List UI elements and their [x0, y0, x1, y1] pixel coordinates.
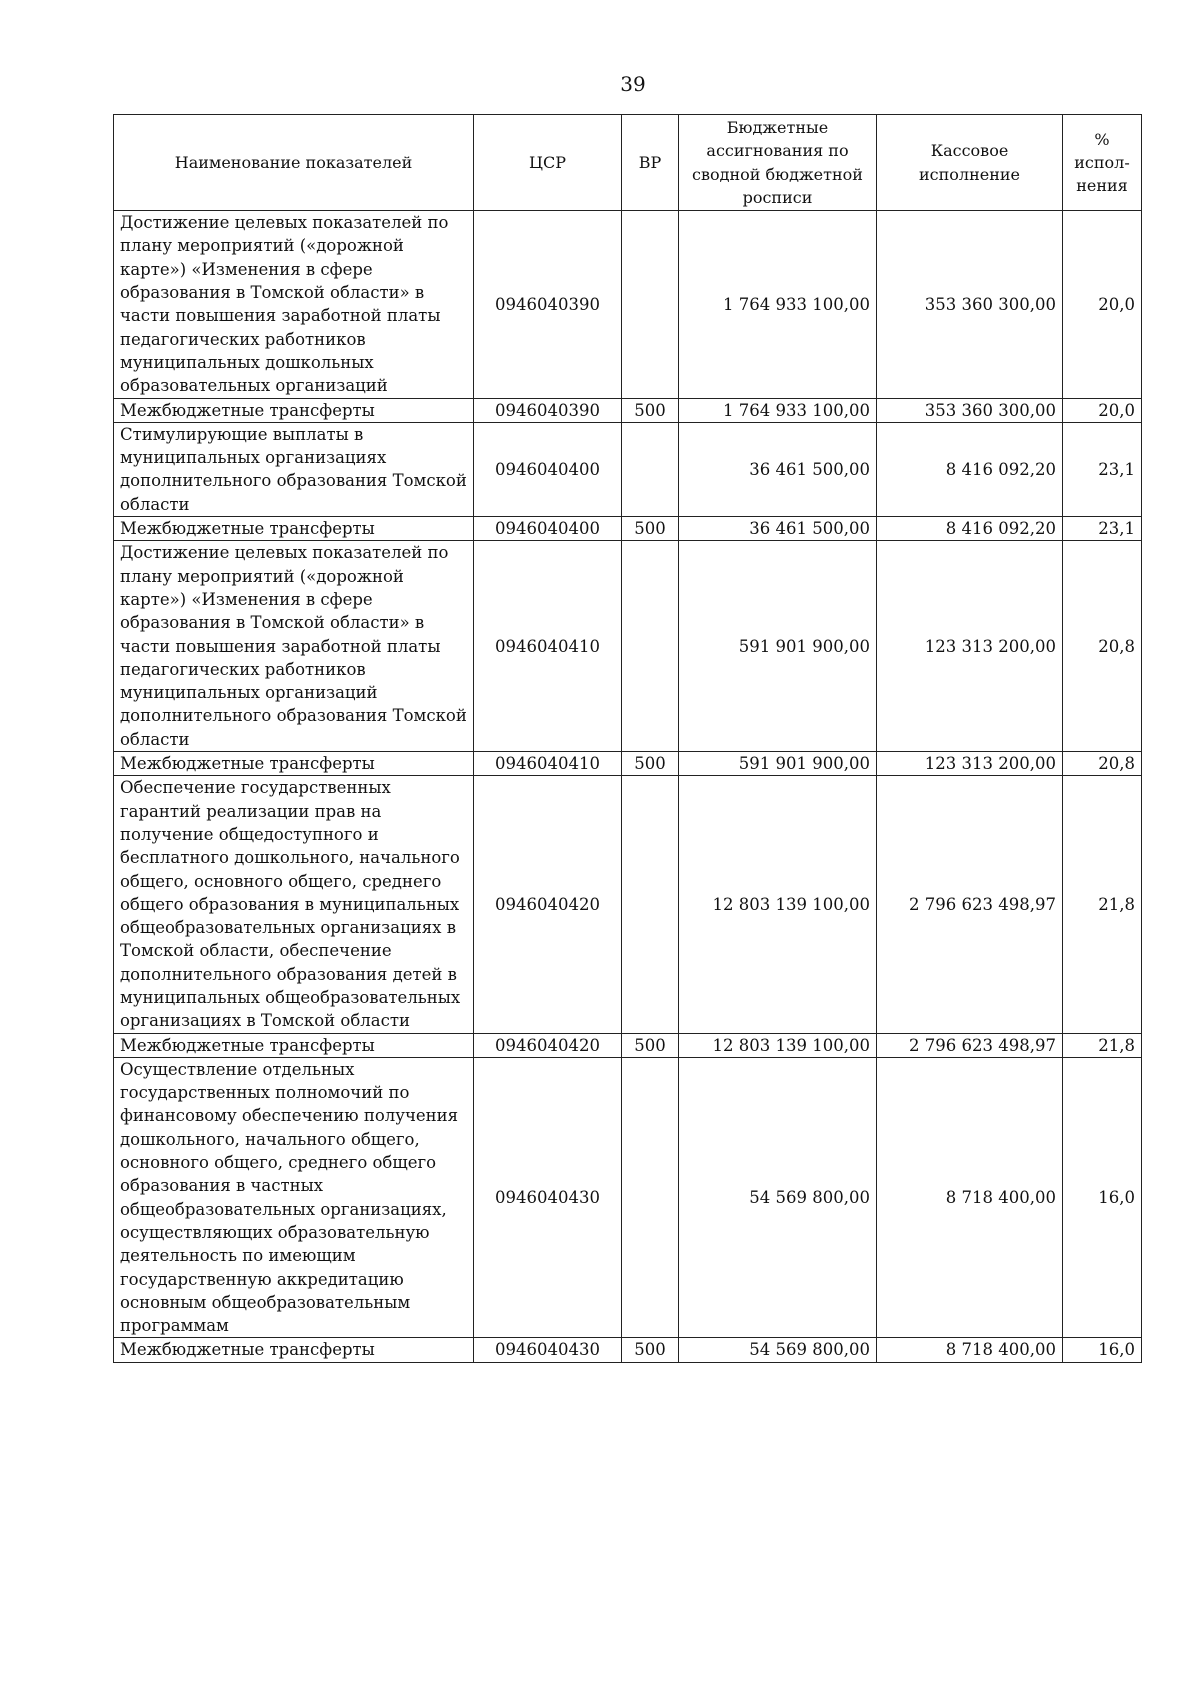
row-vr	[622, 1057, 679, 1338]
row-name: Стимулирующие выплаты в муниципальных организациях дополнительного образования Томской области	[114, 422, 474, 516]
row-budget: 12 803 139 100,00	[679, 1033, 877, 1057]
table-row	[114, 211, 1142, 398]
row-vr	[622, 211, 679, 398]
table-row	[114, 752, 1142, 776]
row-pct: 20,8	[1063, 752, 1142, 776]
row-cash: 8 718 400,00	[877, 1338, 1063, 1362]
row-name: Межбюджетные трансферты	[114, 1338, 474, 1362]
row-vr	[622, 541, 679, 752]
row-vr: 500	[622, 752, 679, 776]
row-vr: 500	[622, 1338, 679, 1362]
header-pct: % испол-нения	[1063, 115, 1142, 211]
row-csr: 0946040400	[474, 422, 622, 516]
row-cash: 2 796 623 498,97	[877, 776, 1063, 1033]
row-budget: 591 901 900,00	[679, 541, 877, 752]
row-name: Обеспечение государственных гарантий реализации прав на получение общедоступного и бесплатного дошкольного, начального общего, основного общего, среднего общего образования в муниципальных общеобразовательных организациях в Томской области, обеспечение дополнительного образования детей в муниципальных общеобразовательных организациях в Томской области	[114, 776, 474, 1033]
row-vr	[622, 776, 679, 1033]
row-name: Межбюджетные трансферты	[114, 752, 474, 776]
row-pct: 21,8	[1063, 776, 1142, 1033]
row-csr: 0946040430	[474, 1338, 622, 1362]
row-pct: 23,1	[1063, 517, 1142, 541]
row-vr: 500	[622, 398, 679, 422]
row-name: Межбюджетные трансферты	[114, 398, 474, 422]
row-budget: 1 764 933 100,00	[679, 211, 877, 398]
table-row	[114, 398, 1142, 422]
row-cash: 123 313 200,00	[877, 541, 1063, 752]
row-vr: 500	[622, 517, 679, 541]
page-number: 39	[620, 72, 646, 96]
header-vr: ВР	[622, 115, 679, 211]
row-name: Межбюджетные трансферты	[114, 517, 474, 541]
row-budget: 591 901 900,00	[679, 752, 877, 776]
row-cash: 353 360 300,00	[877, 211, 1063, 398]
row-cash: 8 718 400,00	[877, 1057, 1063, 1338]
row-budget: 36 461 500,00	[679, 422, 877, 516]
row-budget: 1 764 933 100,00	[679, 398, 877, 422]
row-pct: 21,8	[1063, 1033, 1142, 1057]
row-budget: 36 461 500,00	[679, 517, 877, 541]
table-row	[114, 1033, 1142, 1057]
row-name: Достижение целевых показателей по плану мероприятий («дорожной карте») «Изменения в сфере образования в Томской области» в части повышения заработной платы педагогических работников муниципальных дошкольных образовательных организаций	[114, 211, 474, 398]
row-csr: 0946040420	[474, 776, 622, 1033]
row-pct: 23,1	[1063, 422, 1142, 516]
header-name: Наименование показателей	[114, 115, 474, 211]
row-pct: 16,0	[1063, 1057, 1142, 1338]
row-cash: 2 796 623 498,97	[877, 1033, 1063, 1057]
header-csr: ЦСР	[474, 115, 622, 211]
table-row	[114, 1057, 1142, 1338]
row-vr	[622, 422, 679, 516]
table-row	[114, 776, 1142, 1033]
row-budget: 54 569 800,00	[679, 1338, 877, 1362]
row-pct: 20,0	[1063, 398, 1142, 422]
row-csr: 0946040400	[474, 517, 622, 541]
row-name: Осуществление отдельных государственных полномочий по финансовому обеспечению получения дошкольного, начального общего, основного общего, среднего общего образования в частных общеобразовательных организациях, осуществляющих образовательную деятельность по имеющим государственную аккредитацию основным общеобразовательным программам	[114, 1057, 474, 1338]
table-header-row	[114, 115, 1142, 211]
table-row	[114, 422, 1142, 516]
row-name: Межбюджетные трансферты	[114, 1033, 474, 1057]
row-vr: 500	[622, 1033, 679, 1057]
row-budget: 54 569 800,00	[679, 1057, 877, 1338]
row-pct: 16,0	[1063, 1338, 1142, 1362]
row-cash: 123 313 200,00	[877, 752, 1063, 776]
row-pct: 20,8	[1063, 541, 1142, 752]
row-csr: 0946040430	[474, 1057, 622, 1338]
row-csr: 0946040420	[474, 1033, 622, 1057]
header-cash: Кассовое исполнение	[877, 115, 1063, 211]
row-name: Достижение целевых показателей по плану мероприятий («дорожной карте») «Изменения в сфере образования в Томской области» в части повышения заработной платы педагогических работников муниципальных организаций дополнительного образования Томской области	[114, 541, 474, 752]
row-csr: 0946040390	[474, 398, 622, 422]
table-row	[114, 541, 1142, 752]
row-pct: 20,0	[1063, 211, 1142, 398]
table-row	[114, 517, 1142, 541]
row-cash: 353 360 300,00	[877, 398, 1063, 422]
budget-execution-table	[113, 114, 1142, 1363]
header-budget: Бюджетные ассигнования по сводной бюджетной росписи	[679, 115, 877, 211]
row-csr: 0946040390	[474, 211, 622, 398]
row-budget: 12 803 139 100,00	[679, 776, 877, 1033]
row-csr: 0946040410	[474, 752, 622, 776]
row-csr: 0946040410	[474, 541, 622, 752]
table-row	[114, 1338, 1142, 1362]
row-cash: 8 416 092,20	[877, 422, 1063, 516]
row-cash: 8 416 092,20	[877, 517, 1063, 541]
